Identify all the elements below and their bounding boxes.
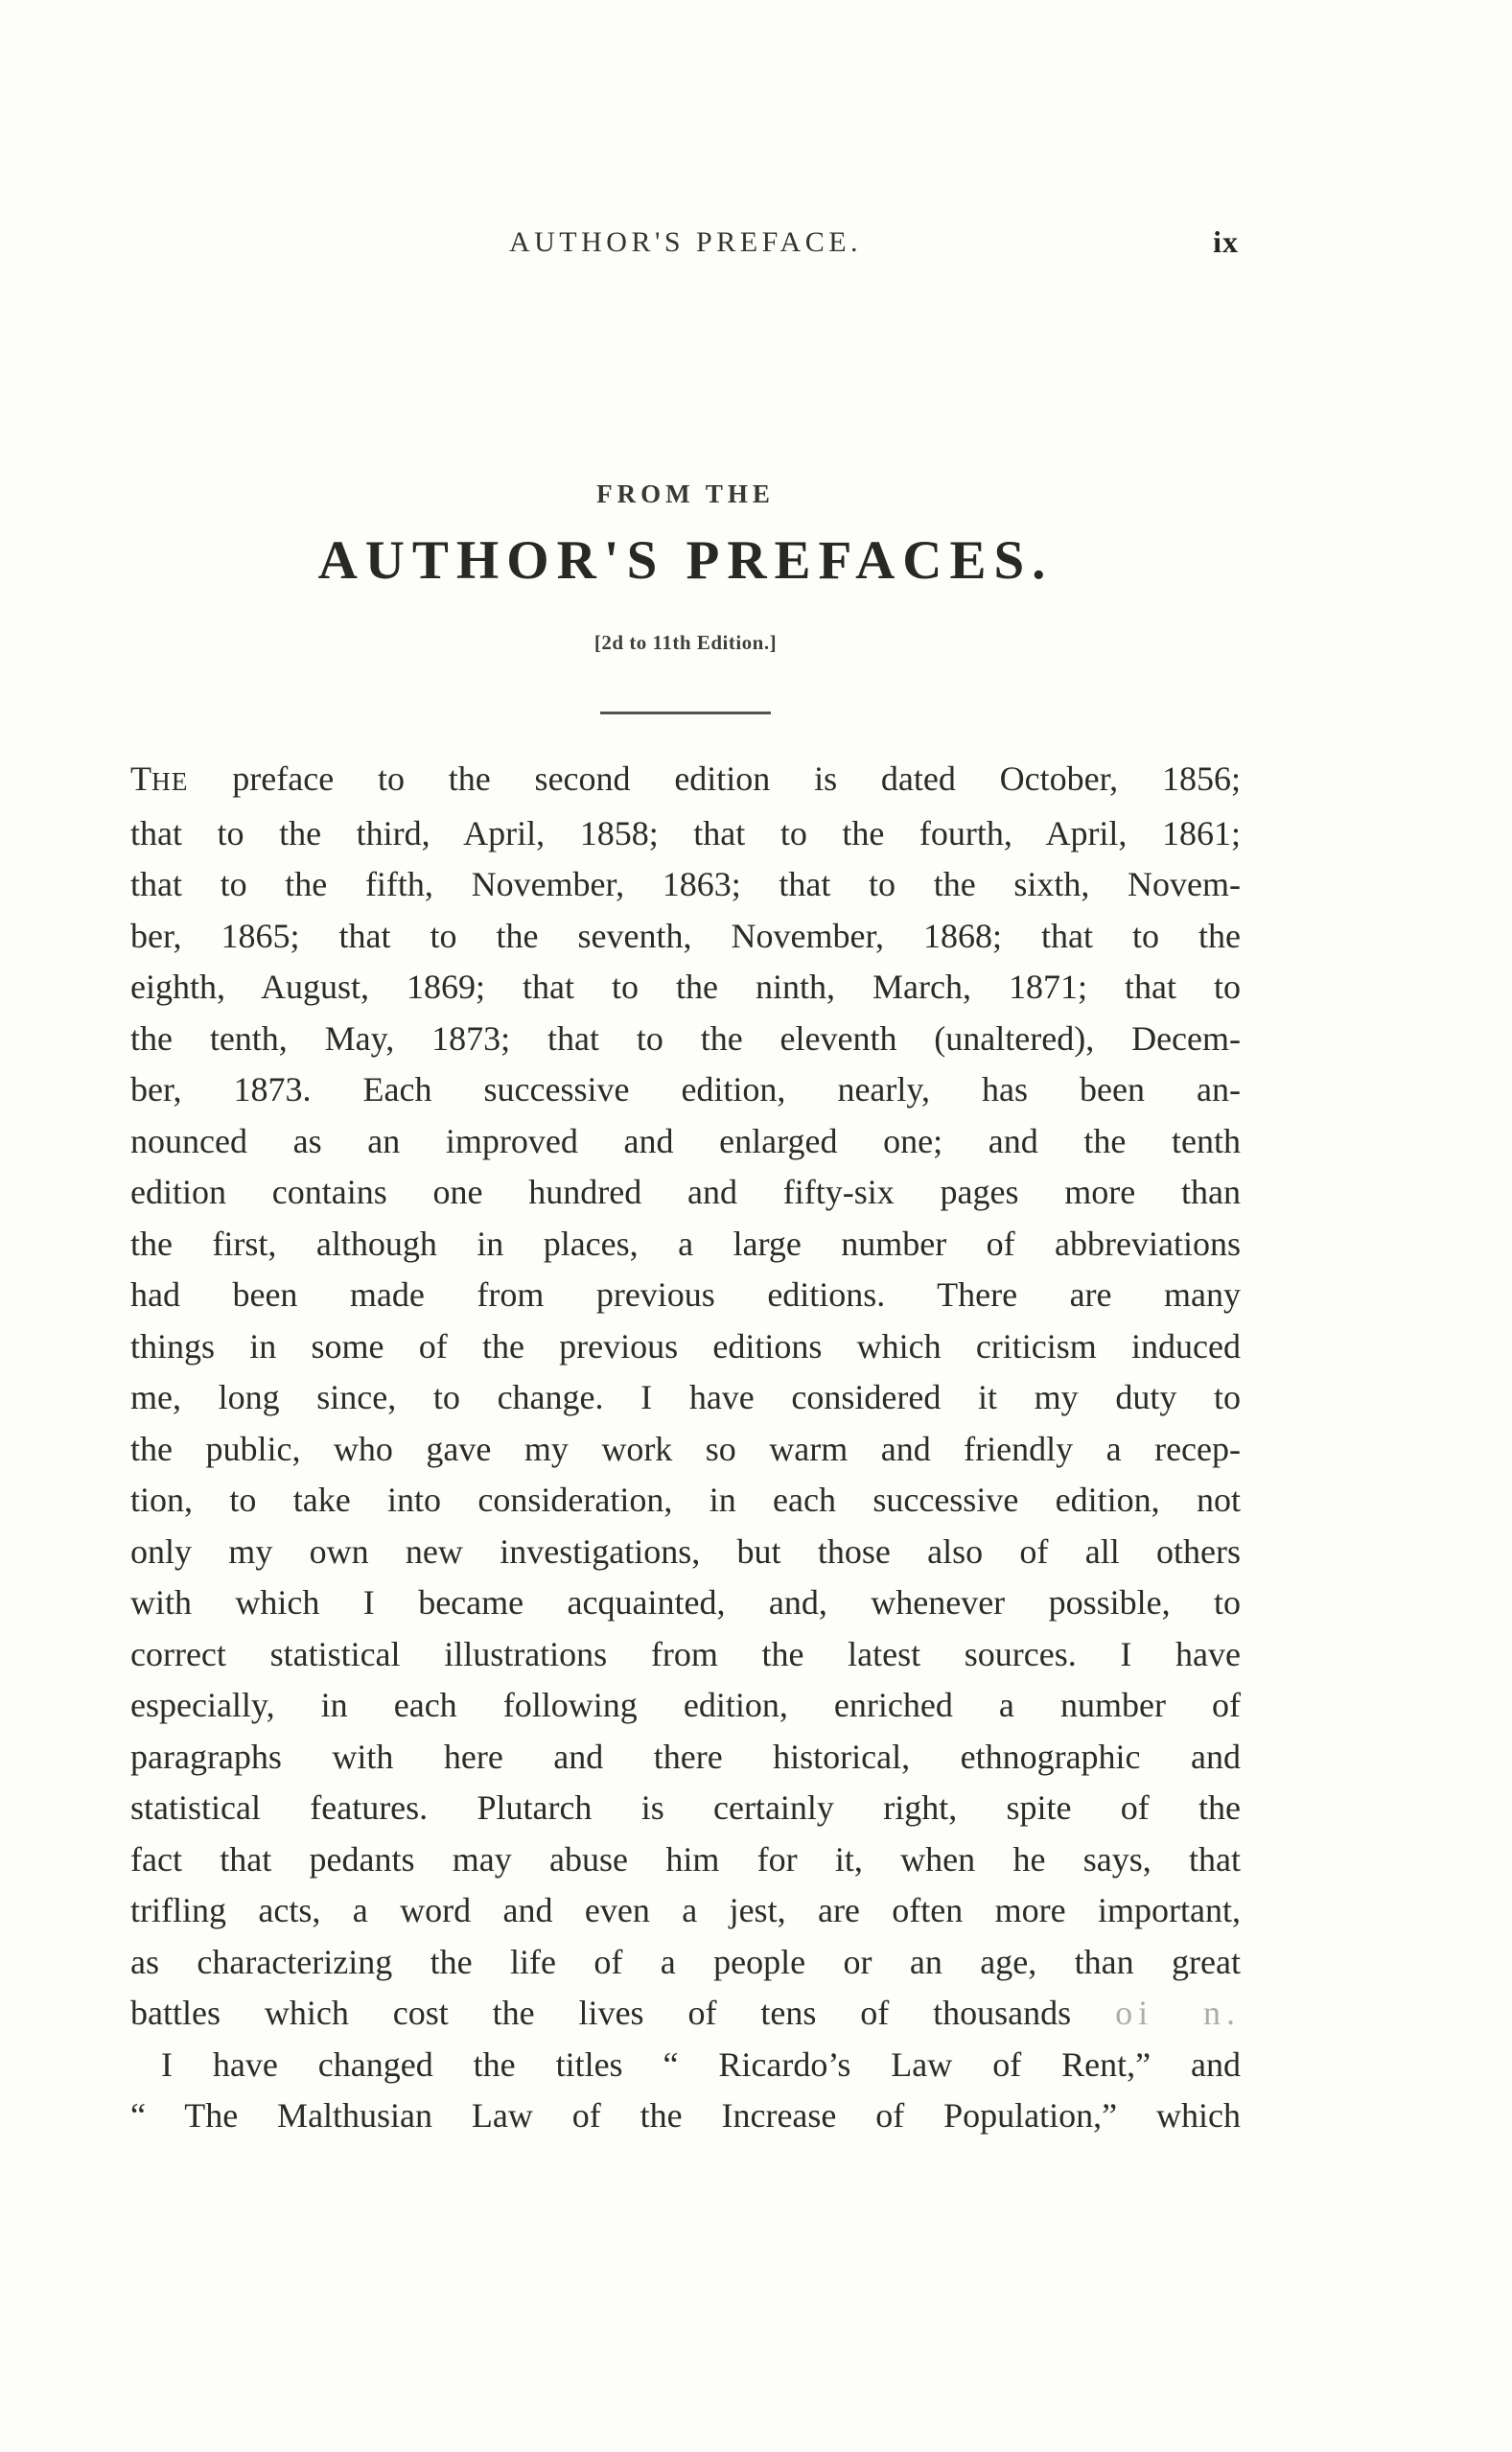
running-head <box>130 226 1241 265</box>
text-line-p1-20: paragraphs with here and there historical, ethnographic and <box>130 1737 1241 1776</box>
text-line-p1-25: battles which cost the lives of tens of thousands oi n. <box>130 1994 1241 2032</box>
text-line-p1-11: had been made from previous editions. There are many <box>130 1275 1241 1314</box>
text-line-p1-24: as characterizing the life of a people or an age, than great <box>130 1942 1241 1981</box>
text-line-p1-14: the public, who gave my work so warm and friendly a recep- <box>130 1429 1241 1468</box>
text-line-p1-4: ber, 1865; that to the seventh, November, 1868; that to the <box>130 916 1241 955</box>
divider-rule-line <box>600 712 771 714</box>
faded-scan-text: oi n. <box>1115 1994 1241 2032</box>
text-line-p1-21: statistical features. Plutarch is certainly right, spite of the <box>130 1788 1241 1827</box>
text-line-p1-2: that to the third, April, 1858; that to the fourth, April, 1861; <box>130 813 1241 852</box>
section-title: AUTHOR'S PREFACES. <box>317 530 1054 591</box>
body-text <box>130 754 1241 2142</box>
text-line-p1-7: ber, 1873. Each successive edition, nearly, has been an- <box>130 1070 1241 1109</box>
text-line-p1-22: fact that pedants may abuse him for it, when he says, that <box>130 1839 1241 1879</box>
text-line-p1-18: correct statistical illustrations from the latest sources. I have <box>130 1634 1241 1673</box>
text-line-p1-3: that to the fifth, November, 1863; that to the sixth, Novem- <box>130 865 1241 903</box>
text-line-p1-16: only my own new investigations, but those also of all others <box>130 1531 1241 1571</box>
smallcaps-lead-tail: HE <box>151 767 189 796</box>
page-number: ix <box>1213 224 1239 259</box>
text-line-p1-10: the first, although in places, a large number of abbreviations <box>130 1224 1241 1263</box>
text-line-p1-9: edition contains one hundred and fifty-six pages more than <box>130 1173 1241 1211</box>
text-line-p1-17: with which I became acquainted, and, whenever possible, to <box>130 1583 1241 1622</box>
edition-note: [2d to 11th Edition.] <box>593 631 778 654</box>
text-line-p1-23: trifling acts, a word and even a jest, are often more important, <box>130 1891 1241 1929</box>
text-line-p2-2: “ The Malthusian Law of the Increase of Population,” which <box>130 2096 1241 2135</box>
text-line-p1-5: eighth, August, 1869; that to the ninth, March, 1871; that to <box>130 968 1241 1006</box>
text-line-p1-13: me, long since, to change. I have considered it my duty to <box>130 1378 1241 1416</box>
running-head-title: AUTHOR'S PREFACE. <box>508 226 863 258</box>
heading-kicker: FROM THE <box>596 479 775 508</box>
text-line-p2-1: I have changed the titles “ Ricardo’s Law of Rent,” and <box>161 2044 1241 2084</box>
text-line-p1-15: tion, to take into consideration, in each successive edition, not <box>130 1481 1241 1519</box>
text-line-p1-1: THE preface to the second edition is dated October, 1856; <box>130 759 1241 798</box>
text-line-p1-19: especially, in each following edition, enriched a number of <box>130 1686 1241 1724</box>
text-line-p1-8: nounced as an improved and enlarged one; and the tenth <box>130 1121 1241 1160</box>
text-line-p1-12: things in some of the previous editions which criticism induced <box>130 1326 1241 1366</box>
text-line-p1-6: the tenth, May, 1873; that to the eleventh (unaltered), Decem- <box>130 1018 1241 1058</box>
smallcaps-lead: THE <box>130 759 189 798</box>
